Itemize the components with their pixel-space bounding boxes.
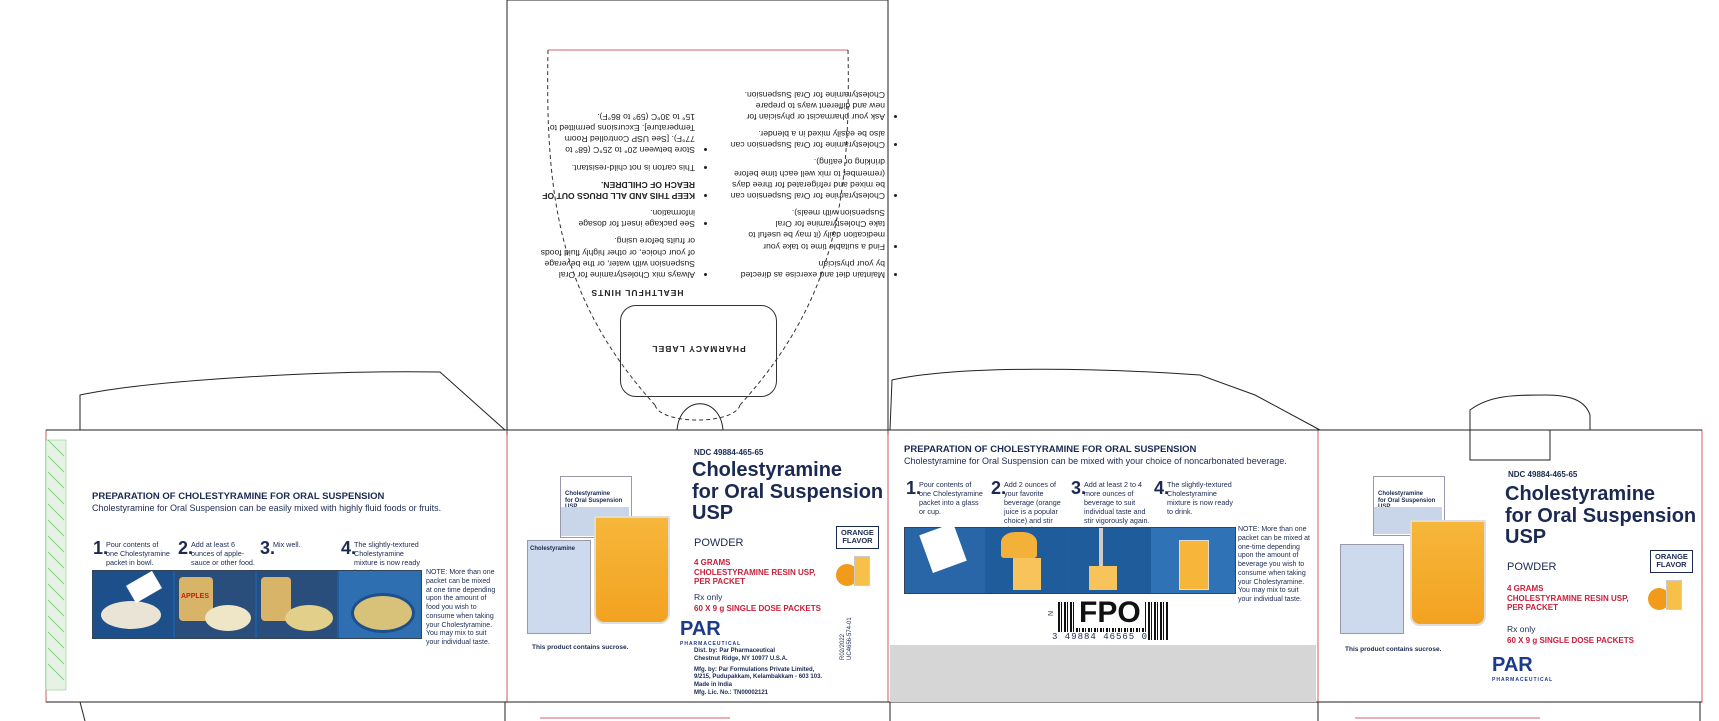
hints-column-left — [540, 105, 705, 280]
pharmacy-label-text: PHARMACY LABEL — [651, 344, 746, 354]
hint-item: • Cholestyramine for Oral Suspension can be mixed and refrigerated for three days (remember to mix well each time before drinking or eating). — [730, 156, 885, 201]
version-code: R02/2022 UC4656-574-01 — [840, 617, 854, 660]
strength-text: 4 GRAMS CHOLESTYRAMINE RESIN USP, PER PACKET — [694, 558, 816, 587]
beverage-step-3: 3. Add at least 2 to 4 more ounces of beverage to suit individual taste and stir vigorously again. — [1071, 478, 1150, 525]
food-step-4: 4. The slightly-textured Cholestyramine mixture is now ready — [341, 538, 420, 567]
food-prep-heading: PREPARATION OF CHOLESTYRAMINE FOR ORAL SUSPENSION — [92, 491, 385, 502]
dosage-form: POWDER — [694, 537, 744, 549]
product-name-2: Cholestyramine for Oral Suspension USP — [1505, 483, 1697, 549]
packet-image-front: Cholestyramine — [527, 540, 591, 634]
bowl-photo — [93, 571, 173, 638]
hint-item: • Always mix Cholestyramine for Oral Suspension with water, or the beverage of your choice, or other highly fluid foods or fruits before using. — [540, 235, 695, 280]
barcode-left-char: N — [1048, 610, 1056, 617]
food-step-3: 3. Mix well. — [260, 538, 301, 558]
hint-item: • Maintain diet and exercise as directed by your physician — [730, 258, 885, 280]
stir-photo — [1069, 528, 1149, 593]
packet-count-2: 60 X 9 g SINGLE DOSE PACKETS — [1507, 636, 1634, 645]
beverage-prep-photo-strip — [904, 527, 1236, 594]
flavor-badge: ORANGE FLAVOR — [836, 526, 879, 549]
sucrose-notice: This product contains sucrose. — [532, 644, 629, 651]
beverage-step-1: 1. Pour contents of one Cholestyramine packet into a glass or cup. — [906, 478, 983, 516]
beverage-prep-note: NOTE: More than one packet can be mixed at one-time depending upon the amount of beverage you wish to consume when taking your Cholestyramine. You may mix to suit your individual taste. — [1238, 526, 1310, 603]
ready-bowl-photo — [339, 571, 421, 638]
packet-image-back: Cholestyramine for Oral Suspension — [560, 476, 632, 538]
sucrose-notice-2: This product contains sucrose. — [1345, 646, 1442, 653]
flavor-badge-2: ORANGE FLAVOR — [1650, 550, 1693, 573]
hints-column-right — [730, 82, 895, 280]
hint-item: • This carton is not child-resistant. — [540, 161, 695, 172]
packet-count: 60 X 9 g SINGLE DOSE PACKETS — [694, 604, 821, 613]
packet-image-back-2: Cholestyramine for Oral Suspension — [1373, 476, 1445, 536]
rx-only: Rx only — [694, 592, 723, 602]
beverage-prep-heading: PREPARATION OF CHOLESTYRAMINE FOR ORAL SUSPENSION — [904, 444, 1197, 455]
hint-item: • Store between 20° to 25°C (68° to 77°F). [See USP Controlled Room Temperature]. Excursions permitted to 15° to 30°C (59° to 86°F). — [540, 111, 695, 156]
hint-item: • KEEP THIS AND ALL DRUGS OUT OF REACH OF CHILDREN. — [540, 179, 695, 201]
distributor-info: Dist. by: Par Pharmaceutical Chestnut Ridge, NY 10977 U.S.A. Mfg. by: Par Formulations Private Limited, 9/215, Pudupakkam, Kelambakkam - 603 103. Made in India Mfg. Lic. No.: TN00002121 — [694, 648, 823, 696]
rx-only-2: Rx only — [1507, 624, 1536, 634]
food-step-1: 1. Pour contents of one Cholestyramine packet in bowl. — [93, 538, 170, 567]
ndc-number: NDC 49884-465-65 — [694, 448, 764, 457]
hint-item: • Ask your pharmacist or physician for new and different ways to prepare Cholestyramine for Oral Suspension. — [730, 88, 885, 122]
food-step-2: 2. Add at least 6 ounces of apple-sauce or other food. — [178, 538, 255, 567]
ready-drink-photo — [1151, 528, 1235, 593]
applesauce-photo — [175, 571, 255, 638]
add-juice-photo — [987, 528, 1067, 593]
dosage-form-2: POWDER — [1507, 561, 1557, 573]
product-name: Cholestyramine for Oral Suspension USP — [692, 459, 884, 525]
orange-drink-glass — [594, 516, 670, 624]
pharmacy-label-box — [620, 305, 777, 397]
hint-item: • Cholestyramine for Oral Suspension can also be easily mixed in a blender. — [730, 128, 885, 150]
beverage-step-2: 2. Add 2 ounces of your favorite beverage (orange juice is a popular choice) and stir — [991, 478, 1061, 525]
mixing-photo — [257, 571, 337, 638]
beverage-step-4: 4. The slightly-textured Cholestyramine mixture is now ready to drink. — [1154, 478, 1233, 516]
hint-item: • See package insert for dosage information. — [540, 207, 695, 229]
orange-drink-glass-2 — [1410, 520, 1486, 626]
orange-fruit-icon — [836, 556, 876, 586]
ndc-number-2: NDC 49884-465-65 — [1508, 470, 1578, 479]
food-prep-subheading: Cholestyramine for Oral Suspension can be easily mixed with highly fluid foods or fruits. — [92, 503, 442, 513]
strength-text-2: 4 GRAMS CHOLESTYRAMINE RESIN USP, PER PACKET — [1507, 584, 1629, 613]
healthful-hints-title: HEALTHFUL HINTS — [590, 288, 684, 298]
hint-item: • Find a suitable time to take your medication daily (it may be useful to take Cholestyramine for Oral Suspension with meals). — [730, 207, 885, 252]
healthful-hints-block — [535, 40, 895, 310]
food-prep-photo-strip — [92, 570, 422, 639]
fpo-mark: FPO — [1076, 598, 1144, 628]
par-logo: PAR PHARMACEUTICAL — [680, 618, 742, 647]
apples-jar-label: APPLES — [181, 593, 210, 600]
packet-image-front-2 — [1340, 544, 1404, 634]
orange-fruit-icon-2 — [1648, 580, 1688, 610]
par-logo-2: PAR PHARMACEUTICAL — [1492, 654, 1554, 683]
food-prep-note: NOTE: More than one packet can be mixed at one time depending upon the amount of food you wish to consume when taking your Cholestyramine. You may mix to suit your individual taste. — [426, 569, 496, 646]
barcode-digits: 3 49884 46565 0 — [1052, 632, 1149, 642]
pour-packet-photo — [905, 528, 985, 593]
beverage-prep-subheading: Cholestyramine for Oral Suspension can be mixed with your choice of noncarbonated beverage. — [904, 456, 1287, 466]
